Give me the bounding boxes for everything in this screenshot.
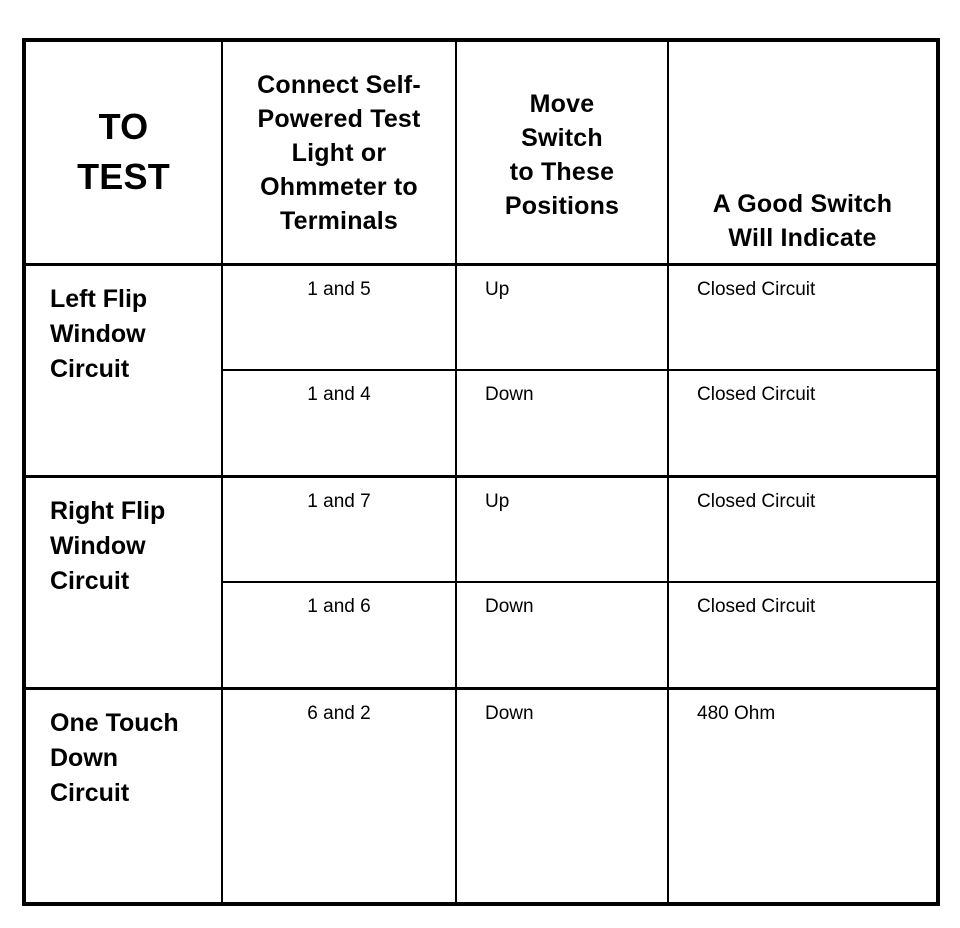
- test-name-line: Circuit: [50, 778, 130, 807]
- test-name-one-touch: [24, 688, 222, 904]
- header-move-line: to These: [509, 158, 615, 187]
- header-good-switch: [668, 40, 938, 264]
- result-cell: Closed Circuit: [668, 264, 938, 370]
- position-cell: Down: [456, 582, 668, 688]
- test-name-line: One Touch: [50, 708, 179, 737]
- test-name-line: Down: [50, 743, 119, 772]
- header-connect-line: Light or: [291, 139, 387, 168]
- header-connect-line: Ohmmeter to: [260, 173, 418, 202]
- result-cell: Closed Circuit: [668, 582, 938, 688]
- header-row: [24, 40, 938, 264]
- result-cell: Closed Circuit: [668, 370, 938, 476]
- test-name-right-flip: [24, 476, 222, 688]
- position-cell: Up: [456, 264, 668, 370]
- switch-test-table: [22, 38, 940, 906]
- header-connect-line: Powered Test: [257, 105, 421, 134]
- table-row: [24, 688, 938, 904]
- header-good-line: Will Indicate: [728, 223, 877, 252]
- header-to-test-line: TEST: [77, 156, 170, 198]
- test-name-line: Left Flip: [50, 284, 148, 313]
- test-name-left-flip: [24, 264, 222, 476]
- table-row: [24, 476, 938, 582]
- test-name-line: Window: [50, 319, 146, 348]
- test-name-line: Right Flip: [50, 496, 166, 525]
- terminals-cell: 1 and 6: [222, 582, 456, 688]
- header-to-test-line: TO: [98, 106, 149, 148]
- header-move-line: Positions: [504, 192, 620, 221]
- header-connect-line: Connect Self-: [257, 71, 421, 100]
- terminals-cell: 1 and 5: [222, 264, 456, 370]
- header-move-line: Move: [529, 90, 595, 119]
- table-row: [24, 264, 938, 370]
- position-cell: Up: [456, 476, 668, 582]
- result-cell: 480 Ohm: [668, 688, 938, 904]
- header-connect-terminals: [222, 40, 456, 264]
- header-connect-line: Terminals: [279, 207, 399, 236]
- position-cell: Down: [456, 688, 668, 904]
- header-good-line: A Good Switch: [712, 189, 893, 218]
- header-move-line: Switch: [521, 124, 603, 153]
- header-move-switch: [456, 40, 668, 264]
- terminals-cell: 1 and 4: [222, 370, 456, 476]
- position-cell: Down: [456, 370, 668, 476]
- result-cell: Closed Circuit: [668, 476, 938, 582]
- test-name-line: Circuit: [50, 566, 130, 595]
- test-name-line: Window: [50, 531, 146, 560]
- terminals-cell: 6 and 2: [222, 688, 456, 904]
- terminals-cell: 1 and 7: [222, 476, 456, 582]
- header-to-test: [24, 40, 222, 264]
- test-name-line: Circuit: [50, 354, 130, 383]
